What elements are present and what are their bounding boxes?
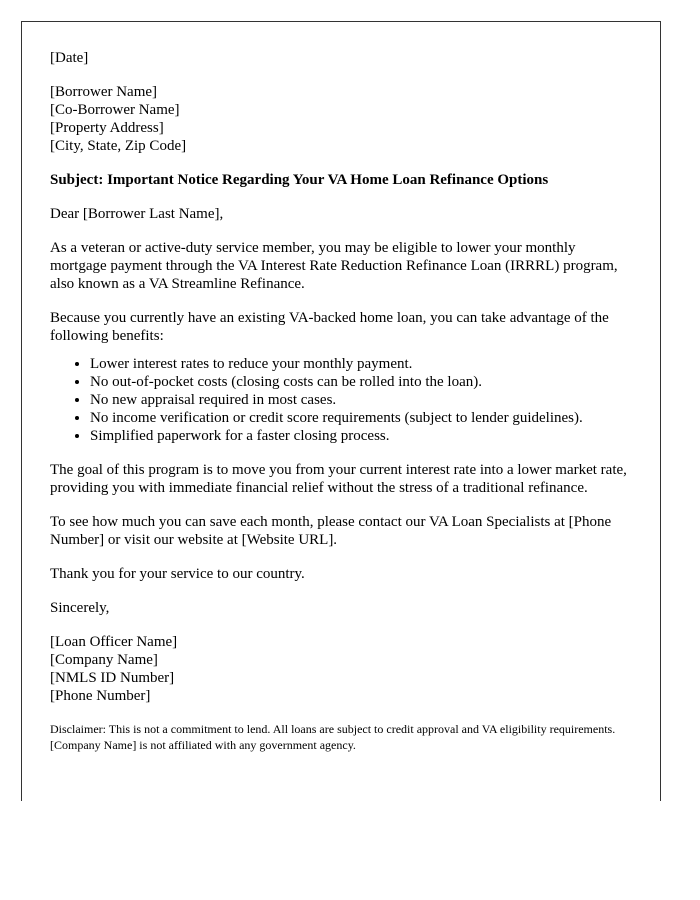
date-line — [50, 49, 633, 67]
phone-number: [Phone Number] — [50, 688, 151, 704]
co-borrower-name: [Co-Borrower Name] — [50, 102, 180, 118]
benefit-item: • No out-of-pocket costs (closing costs can be rolled into the loan). — [90, 373, 633, 391]
thank-you-line: Thank you for your service to our country. — [50, 566, 305, 582]
city-state-zip: [City, State, Zip Code] — [50, 138, 187, 154]
benefits-intro-paragraph: Because you currently have an existing VA-backed home loan, you can take advantage of the following benefits: — [50, 310, 609, 344]
loan-officer-name: [Loan Officer Name] — [50, 634, 178, 650]
benefit-item: • Simplified paperwork for a faster closing process. — [90, 427, 633, 445]
benefits-list — [50, 355, 633, 445]
closing-line: Sincerely, — [50, 600, 110, 616]
program-goal-paragraph: The goal of this program is to move you from your current interest rate into a lower market rate, providing you with immediate financial relief without the stress of a traditional refinance. — [50, 462, 627, 496]
letter-page — [21, 21, 661, 801]
letter-date: [Date] — [50, 50, 89, 66]
benefit-item: • No income verification or credit score requirements (subject to lender guidelines). — [90, 409, 633, 427]
signature-block — [50, 633, 633, 705]
nmls-id: [NMLS ID Number] — [50, 670, 175, 686]
borrower-name: [Borrower Name] — [50, 84, 158, 100]
company-name: [Company Name] — [50, 652, 158, 668]
recipient-block — [50, 83, 633, 155]
property-address: [Property Address] — [50, 120, 164, 136]
contact-paragraph: To see how much you can save each month, please contact our VA Loan Specialists at [Phone Number] or visit our website at [Website URL]. — [50, 514, 612, 548]
benefit-item: • Lower interest rates to reduce your monthly payment. — [90, 355, 633, 373]
salutation: Dear [Borrower Last Name], — [50, 206, 224, 222]
intro-paragraph: As a veteran or active-duty service member, you may be eligible to lower your monthly mortgage payment through the VA Interest Rate Reduction Refinance Loan (IRRRL) program, also known as a VA Streamline Refinance. — [50, 240, 618, 292]
subject-line: Subject: Important Notice Regarding Your VA Home Loan Refinance Options — [50, 172, 549, 188]
benefit-item: • No new appraisal required in most cases. — [90, 391, 633, 409]
disclaimer-text: Disclaimer: This is not a commitment to lend. All loans are subject to credit approval and VA eligibility requirements. [Company Name] is not affiliated with any government agency. — [50, 722, 616, 752]
